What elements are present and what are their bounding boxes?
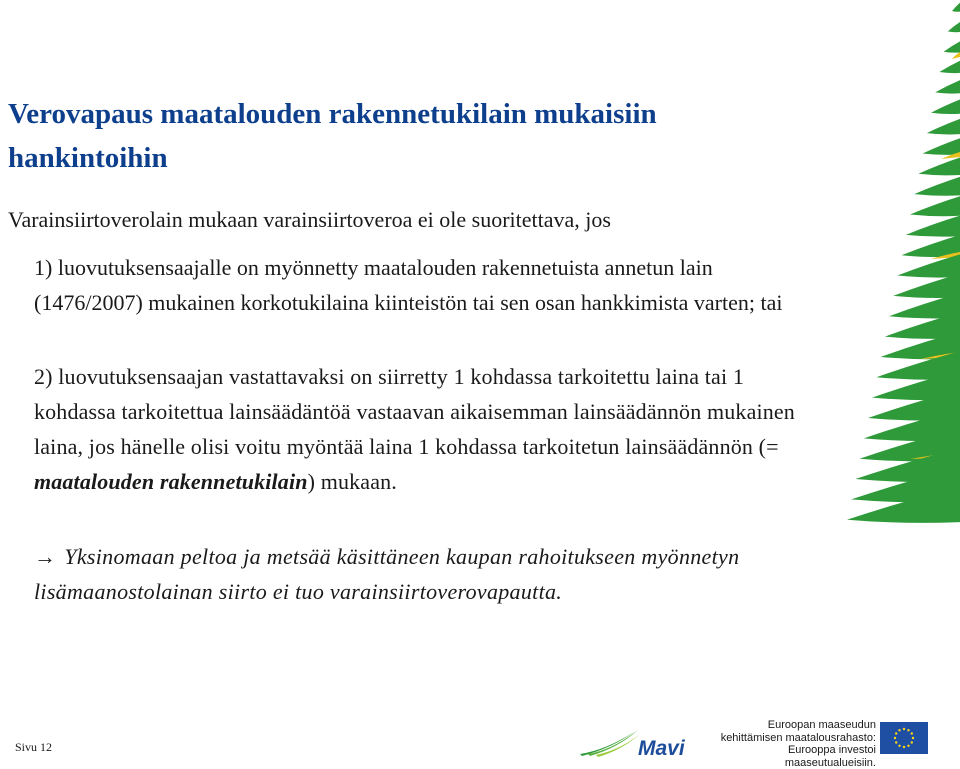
- eu-star: [898, 745, 900, 747]
- deco-stroke: [914, 177, 960, 196]
- eu-star: [911, 741, 913, 743]
- eu-star: [912, 737, 914, 739]
- page-number: Sivu 12: [15, 740, 53, 754]
- deco-stroke: [948, 22, 960, 32]
- arrow-icon: →: [34, 544, 57, 569]
- eu-star: [911, 732, 913, 734]
- note-text: Yksinomaan peltoa ja metsää käsittäneen kaupan rahoitukseen myönnetyn lisämaanostolainan siirto ei tuo varainsiirtoverovapautta.: [34, 544, 740, 604]
- eu-caption-line-2: kehittämisen maatalousrahasto:: [720, 731, 876, 744]
- eu-star: [895, 741, 897, 743]
- deco-stroke: [897, 254, 960, 277]
- deco-stroke: [939, 61, 960, 73]
- eu-star: [903, 746, 905, 748]
- eu-star: [907, 745, 909, 747]
- eu-star: [907, 729, 909, 731]
- green-yellow-strokes-decoration-icon: [820, 0, 960, 560]
- deco-stroke: [931, 99, 960, 114]
- condition-item-2-end: ) mukaan.: [307, 469, 397, 494]
- condition-item-1: 1) luovutuksensaajalle on myönnetty maatalouden rakennetuista annetun lain (1476/2007) mukainen korkotukilaina kiinteistön tai sen osan hankkimista varten; tai: [34, 255, 783, 315]
- deco-stroke: [893, 274, 960, 298]
- deco-accent-stroke: [952, 52, 960, 59]
- mavi-logo-icon: [578, 720, 688, 760]
- deco-stroke: [952, 3, 960, 12]
- eu-star: [903, 728, 905, 730]
- deco-stroke: [927, 119, 960, 135]
- eu-star: [895, 732, 897, 734]
- deco-stroke: [918, 158, 960, 176]
- deco-stroke: [935, 80, 960, 93]
- deco-stroke: [923, 138, 960, 155]
- eu-fund-caption: [700, 719, 876, 769]
- condition-item-2-text: 2) luovutuksensaajan vastattavaksi on siirretty 1 kohdassa tarkoitettu laina tai 1 kohdassa tarkoitettua lainsäädäntöä vastaavan aikaisemman lainsäädännön mukainen laina, jos hänelle olisi voitu myöntää laina 1 kohdassa tarkoitetun lainsäädännön (=: [34, 364, 795, 459]
- condition-item-2: [34, 359, 824, 499]
- deco-stroke: [910, 196, 960, 216]
- eu-caption-line-3: Eurooppa investoi maaseutualueisiin.: [784, 744, 876, 769]
- deco-stroke: [906, 216, 960, 237]
- eu-flag-icon: [880, 722, 928, 754]
- mavi-logo-text: Mavi: [638, 737, 685, 760]
- deco-stroke: [944, 41, 960, 52]
- intro-text: Varainsiirtoverolain mukaan varainsiirtoveroa ei ole suoritettava, jos: [8, 207, 611, 232]
- eu-star: [898, 729, 900, 731]
- note-paragraph: [34, 539, 824, 609]
- eu-caption-line-1: Euroopan maaseudun: [767, 719, 876, 731]
- eu-star: [894, 737, 896, 739]
- slide-title: Verovapaus maatalouden rakennetukilain mukaisiin hankintoihin: [8, 98, 657, 174]
- law-name-emphasis: maatalouden rakennetukilain: [34, 469, 308, 494]
